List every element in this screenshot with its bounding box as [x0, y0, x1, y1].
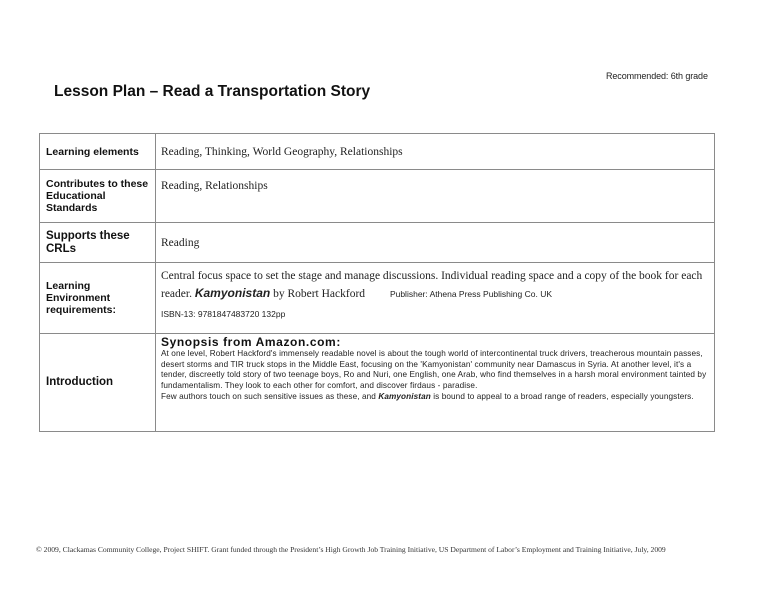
row-value: Reading, Relationships	[156, 170, 715, 223]
row-value	[156, 334, 715, 432]
synopsis-p2-start: Few authors touch on such sensitive issues as these, and	[161, 391, 376, 401]
table-row-introduction	[40, 334, 715, 432]
row-label: Contributes to these Educational Standards	[40, 170, 156, 223]
row-value: Reading, Thinking, World Geography, Relationships	[156, 134, 715, 170]
book-author: by Robert Hackford	[273, 288, 366, 300]
page-title: Lesson Plan – Read a Transportation Story	[54, 83, 371, 100]
synopsis-p2-end: is bound to appeal to a broad range of readers, especially youngsters.	[433, 391, 694, 401]
synopsis-heading: Synopsis from Amazon.com:	[161, 335, 341, 349]
table-row-learning-elements	[40, 134, 715, 170]
environment-text: Central focus space to set the stage and manage discussions. Individual reading space and a copy of the book for each reader.	[161, 270, 703, 300]
row-value	[156, 263, 715, 334]
synopsis-paragraph-1: At one level, Robert Hackford's immensely readable novel is about the tough world of intercontinental truck drivers, treacherous mountain passes, desert storms and TIR truck stops in the Middle East, focusing on the 'Kamyonistan' community near Damascus in Syria. At another level, it's a tender, discreetly told story of two teenage boys, Ro and Nuri, one English, one Arab, who find themselves in a harsh moral environment tainted by fundamentalism. They look to each other for comfort, and discover firdaus - paradise.	[161, 349, 707, 391]
book-title: Kamyonistan	[194, 286, 271, 300]
synopsis-body	[161, 349, 708, 403]
recommended-grade: Recommended: 6th grade	[606, 71, 708, 81]
row-value: Reading	[156, 223, 715, 263]
lesson-plan-table	[39, 133, 715, 432]
synopsis-paragraph-2	[161, 392, 708, 403]
table-row-crls	[40, 223, 715, 263]
book-isbn: ISBN-13: 9781847483720 132pp	[161, 309, 286, 319]
footer-copyright: © 2009, Clackamas Community College, Project SHIFT. Grant funded through the President’s High Growth Job Training Initiative, US Department of Labor’s Employment and Training Initiative, July, 2009	[36, 545, 666, 554]
book-publisher: Publisher: Athena Press Publishing Co. UK	[389, 289, 552, 299]
row-label: Supports these CRLs	[40, 223, 156, 263]
table-row-educational-standards	[40, 170, 715, 223]
row-label: Introduction	[40, 334, 156, 432]
table-row-learning-environment	[40, 263, 715, 334]
synopsis-book-title: Kamyonistan	[378, 391, 431, 401]
row-label: Learning elements	[40, 134, 156, 170]
row-label: Learning Environment requirements:	[40, 263, 156, 334]
